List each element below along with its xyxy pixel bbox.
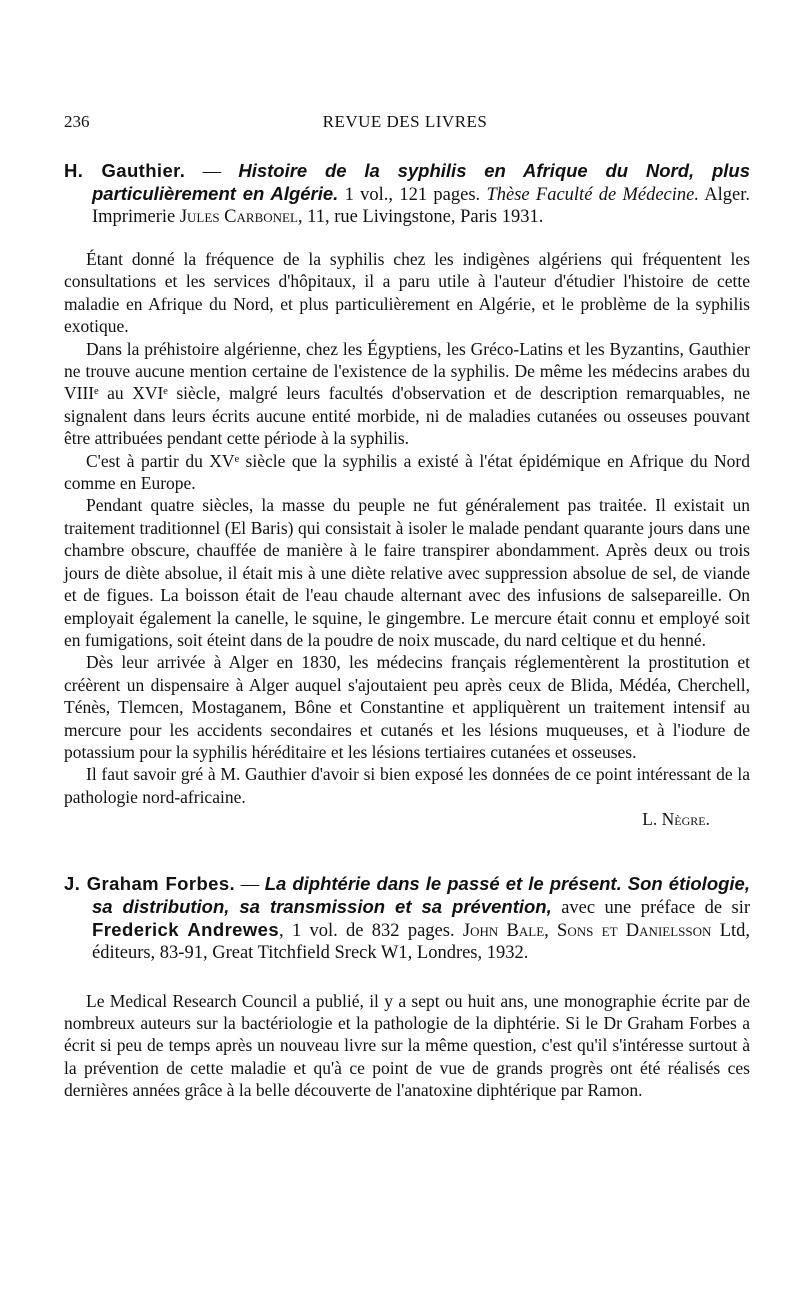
review-1-paragraph: Dès leur arrivée à Alger en 1830, les médecins français réglementèrent la prostitution et créèrent un dispensaire à Alger auquel s'ajoutaient peu après ceux de Blida, Médéa, Cherchell, Ténès, Tlemcen, Mostaganem, Bône et Constantine et appliquèrent un traitement intensif au mercure pour les accidents secondaires et cutanés et les lésions muqueuses, et à l'iodure de potassium pour la syphilis héréditaire et les lésions tertiaires cutanées et osseuses. [64,652,750,762]
review-1-title: Histoire de la syphilis en Afrique du Nord, plus particulièrement en Algérie. [92,160,751,204]
document-page [64,112,750,1102]
review-1-citation [64,160,750,228]
review-1-body [64,248,750,831]
review-2-paragraph: Le Medical Research Council a publié, il y a sept ou huit ans, une monographie écrite par de nombreux auteurs sur la bactériologie et la pathologie de la diphtérie. Si le Dr Graham Forbes a écrit si peu de temps après un nouveau livre sur la même question, c'est qu'il s'intéresse surtout à la prévention de cette maladie et qu'à ce point de vue de grands progrès ont été réalisés ces dernières années grâce à la belle découverte de l'anatoxine diphtérique par Ramon. [64,990,750,1101]
review-1-address: , 11, rue Livingstone, Paris 1931. [297,207,544,227]
review-2-dash: — [240,874,260,895]
review-1-author: H. Gauthier. [64,160,186,181]
page-number: 236 [64,112,90,131]
review-1-printer: Jules Carbonel [179,207,298,227]
review-1-signature-line [64,808,750,830]
review-1-thesis: Thèse Faculté de Médecine. [486,185,699,205]
review-2-citation [64,873,750,964]
review-1-details: 1 vol., 121 pages. [344,185,481,205]
review-2-author: J. Graham Forbes. [64,872,236,894]
review-2-details: , 1 vol. de 832 pages. [279,920,455,941]
review-2-title: La diphtérie dans le passé et le présent. Son étiologie, sa distribution, sa transmission et sa prévention, [92,872,750,917]
review-1-place: Alger. Imprimerie [92,185,750,227]
review-1-paragraph: Étant donné la fréquence de la syphilis chez les indigènes algériens qui fréquentent les consultations et les services d'hôpitaux, il a paru utile à l'auteur d'étudier l'histoire de cette maladie en Afrique du Nord, et plus particulièrement en Algérie, et le problème de la syphilis exotique. [64,249,750,337]
review-1-paragraph: Pendant quatre siècles, la masse du peuple ne fut généralement pas traitée. Il existait un traitement traditionnel (El Baris) qui consistait à isoler le malade pendant quarante jours dans une chambre obscure, chauffée de manière à le faire transpirer abondamment. Après deux ou trois jours de diète absolue, il était mis à une diète relative avec suppression absolue de sel, de viande et de figues. La boisson était de l'eau chaude alternant avec des infusions de salsepareille. On employait également la canelle, le squine, le gingembre. Le mercure était connu et employé soit en fumigations, soit éteint dans de la poudre de noix muscade, du nard celtique et du henné. [64,495,750,650]
review-1-paragraph: Dans la préhistoire algérienne, chez les Égyptiens, les Gréco-Latins et les Byzantins, Gauthier ne trouve aucune mention certaine de l'existence de la syphilis. De même les médecins arabes du VIIIᵉ au XVIᵉ siècle, malgré leurs facultés d'observation et de description remarquables, ne signalent dans leurs écrits aucune entité morbide, ni de maladies cutanées ou osseuses pouvant être attribuées pendant cette période à la syphilis. [64,338,750,449]
review-1-paragraph: Il faut savoir gré à M. Gauthier d'avoir si bien exposé les données de ce point intéressant de la pathologie nord-africaine. [64,764,750,807]
review-1-signature: L. Nègre. [642,809,710,830]
section-gap [64,831,750,855]
page-header [64,112,750,142]
review-2-preface-intro: avec une préface de sir [561,897,750,918]
review-1-dash: — [202,162,222,182]
review-2-body [64,990,750,1102]
review-2-preface-author: Frederick Andrewes [92,918,280,940]
running-title: REVUE DES LIVRES [322,112,488,131]
review-2-publisher: John Bale, Sons et Danielsson [462,920,712,941]
review-1-paragraph: C'est à partir du XVᵉ siècle que la syphilis a existé à l'état épidémique en Afrique du Nord comme en Europe. [64,450,750,494]
review-2-publisher-rest: Ltd, éditeurs, 83-91, Great Titchfield Sreck W1, Londres, 1932. [92,920,751,963]
